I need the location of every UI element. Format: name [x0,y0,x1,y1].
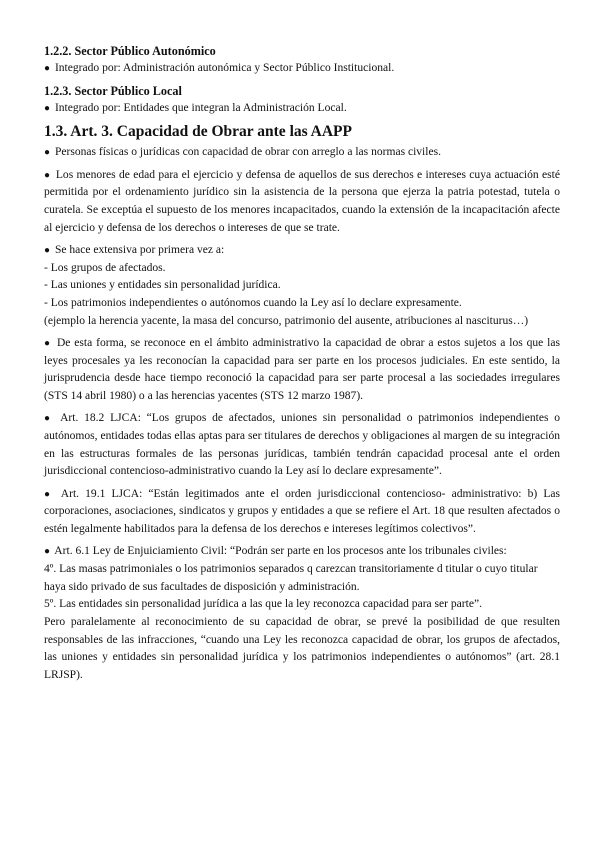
paragraph-art-18-2: ● Art. 18.2 LJCA: “Los grupos de afectados, uniones sin personalidad o patrimonios independientes o autónomos, entidades todas ellas aptas para ser titulares de derechos y obligaciones al margen de su integración en las estructuras formales de las personas jurídicas, también tendrán capacidad procesal ante el orden jurisdiccional contencioso-administrativo cuando la Ley así lo declare expresamente”. [44,412,561,478]
document-body [44,42,560,689]
lec-item-5: 5º. Las entidades sin personalidad jurídica a las que la ley reconozca capacidad para ser parte”. [44,598,482,611]
paragraph-ambito: ● De esta forma, se reconoce en el ámbito administrativo la capacidad de obrar a estos sujetos a los que las leyes procesales ya les reconocían la capacidad para ser parte en los procesos judiciales. En este sentido, la jurisprudencia desde hace tiempo reconoció la capacidad para ser parte procesal a las sociedades irregulares (STS 14 abril 1980) o a las herencias yacentes (STS 12 marzo 1987). [44,336,561,403]
paragraph-personas: ● Personas físicas o jurídicas con capacidad de obrar con arreglo a las normas civiles. [44,146,441,159]
bullet-icon: ● [44,337,52,349]
list-item: - Los patrimonios independientes o autónomos cuando la Ley así lo declare expresamente. [44,297,462,310]
heading-1-2-3: 1.2.3. Sector Público Local [44,84,182,99]
bullet-icon: ● [44,413,53,425]
heading-1-2-2: 1.2.2. Sector Público Autonómico [44,44,216,58]
list-intro: ● Se hace extensiva por primera vez a: [44,243,225,256]
bullet-icon: ● [44,244,51,256]
paragraph-lec [44,543,560,685]
list-item: - Las uniones y entidades sin personalidad jurídica. [44,279,281,292]
paragraph-art-19-1: ● Art. 19.1 LJCA: “Están legitimados ante el orden jurisdiccional contencioso- administrativo: b) Las corporaciones, asociaciones, sindicatos y grupos y entidades a que se refiere el Art. 18 que resulten afectados o estén legalmente habilitados para la defensa de los derechos e intereses legítimos colectivos”. [44,487,561,535]
bullet-icon: ● [44,546,51,558]
bullet-icon: ● [44,488,54,500]
paragraph-extensiva [44,242,560,331]
lec-tail: Pero paralelamente al reconocimiento de su capacidad de obrar, se prevé la posibilidad de que resulten responsables de las infracciones, “cuando una Ley les reconozca capacidad de obrar, los grupos de afectados, las uniones y entidades sin personalidad jurídica y los patrimonios independientes o autónomos” (art. 28.1 LRJSP). [44,615,560,682]
bullet-autonomico: ● Integrado por: Administración autonómica y Sector Público Institucional. [44,62,395,74]
heading-1-3: 1.3. Art. 3. Capacidad de Obrar ante las AAPP [44,123,352,141]
lec-item-4: 4º. Las masas patrimoniales o los patrimonios separados q carezcan transitoriamente d titular o cuyo titular haya sido privado de sus facultades de disposición y administración. [44,562,538,593]
lec-intro: ● Art. 6.1 Ley de Enjuiciamiento Civil: “Podrán ser parte en los procesos ante los tribunales civiles: [44,545,507,558]
bullet-local: ● Integrado por: Entidades que integran la Administración Local. [44,102,347,115]
bullet-icon: ● [44,63,51,74]
list-note: (ejemplo la herencia yacente, la masa del concurso, patrimonio del ausente, atribuciones al nasciturus…) [44,314,529,327]
paragraph-menores: ● Los menores de edad para el ejercicio y defensa de aquellos de sus derechos e intereses cuya actuación esté permitida por el ordenamiento jurídico sin la asistencia de la persona que ejerza la patria potestad, tutela o curatela. Se exceptúa el supuesto de los menores incapacitados, cuando la extensión de la incapacitación afecte al ejercicio y defensa de los derechos o intereses de que se trate. [44,168,560,234]
bullet-icon: ● [44,103,51,115]
bullet-icon: ● [44,169,51,181]
list-item: - Los grupos de afectados. [44,261,166,274]
bullet-icon: ● [44,147,51,159]
